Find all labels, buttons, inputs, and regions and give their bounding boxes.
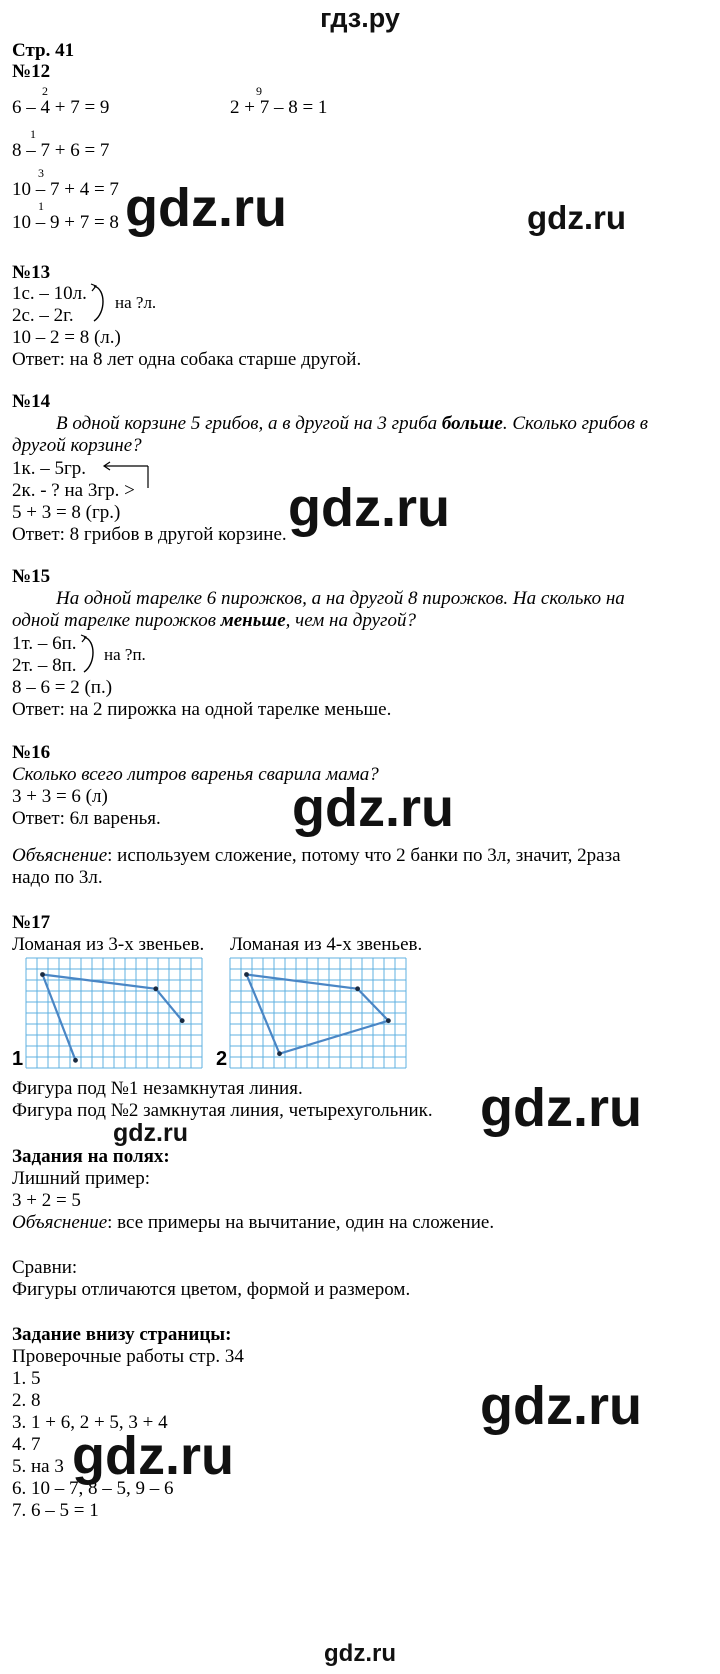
task-17-line-2: Фигура под №2 замкнутая линия, четырехугольник.	[12, 1100, 433, 1121]
margin-tasks-line-1: Лишний пример:	[12, 1168, 151, 1189]
task-15-answer: Ответ: на 2 пирожка на одной тарелке меньше.	[12, 699, 392, 720]
bottom-task-title: Задание внизу страницы:	[12, 1324, 232, 1345]
task-14-calc: 5 + 3 = 8 (гр.)	[12, 502, 121, 523]
site-header: гдз.ру	[320, 3, 400, 33]
watermark: gdz.ru	[125, 178, 287, 238]
bottom-task-subtitle: Проверочные работы стр. 34	[12, 1346, 244, 1367]
task-15-question: На одной тарелке 6 пирожков, а на другой 8 пирожков. На сколько на	[56, 588, 625, 609]
margin-tasks-line-2: 3 + 2 = 5	[12, 1190, 81, 1211]
task-15-number: №15	[12, 566, 51, 587]
watermark: gdz.ru	[480, 1376, 642, 1436]
figure-2-broken-line	[247, 975, 389, 1054]
bottom-task-item: 5. на 3	[12, 1456, 64, 1477]
task-12-sup-4: 3	[38, 166, 44, 180]
bottom-task-item: 3. 1 + 6, 2 + 5, 3 + 4	[12, 1412, 168, 1433]
task-16-question: Сколько всего литров варенья сварила мама?	[12, 764, 379, 785]
figure-1-vertex	[73, 1058, 78, 1063]
margin-tasks-line-3: Сравни:	[12, 1257, 78, 1278]
task-15-question-b: одной тарелке пирожков	[12, 610, 221, 631]
task-17-number: №17	[12, 912, 51, 933]
margin-tasks-explanation-label: Объяснение	[12, 1212, 108, 1233]
margin-tasks-title: Задания на полях:	[12, 1146, 170, 1167]
task-12-number: №12	[12, 61, 51, 82]
task-14-question-bold: больше	[441, 413, 503, 434]
watermark: gdz.ru	[527, 199, 626, 236]
task-13-bracket-icon	[90, 283, 110, 328]
task-13-line-1: 1с. – 10л.	[12, 283, 87, 304]
task-17-caption-1: Ломаная из 3-х звеньев.	[12, 934, 205, 955]
task-14-line-2: 2к. - ? на 3гр. >	[12, 480, 135, 501]
task-13-line-2: 2с. – 2г.	[12, 305, 74, 326]
bottom-task-item: 2. 8	[12, 1390, 41, 1411]
watermark: gdz.ru	[288, 478, 450, 538]
watermark: gdz.ru	[113, 1119, 188, 1147]
figure-1-vertex	[153, 986, 158, 991]
task-16-answer: Ответ: 6л варенья.	[12, 808, 161, 829]
bottom-task-item: 1. 5	[12, 1368, 41, 1389]
task-12-eq-3: 8 – 7 + 6 = 7	[12, 140, 110, 161]
watermark: gdz.ru	[480, 1078, 642, 1138]
task-14-line-1: 1к. – 5гр.	[12, 458, 87, 479]
task-15-question-c: , чем на другой?	[285, 610, 416, 631]
figure-2-vertex	[277, 1051, 282, 1056]
bottom-task-item: 7. 6 – 5 = 1	[12, 1500, 99, 1521]
task-16-explanation-text: : используем сложение, потому что 2 банки по 3л, значит, 2раза	[107, 845, 621, 866]
task-16-explanation-label: Объяснение	[12, 845, 108, 866]
task-15-line-1: 1т. – 6п.	[12, 633, 77, 654]
task-17-caption-2: Ломаная из 4-х звеньев.	[230, 934, 423, 955]
figure-2-label: 2	[216, 1048, 228, 1070]
task-14-question	[56, 413, 648, 435]
task-16-calc: 3 + 3 = 6 (л)	[12, 786, 108, 807]
task-12-eq-4: 10 – 7 + 4 = 7	[12, 179, 119, 200]
task-14-answer: Ответ: 8 грибов в другой корзине.	[12, 524, 287, 545]
task-13-number: №13	[12, 262, 51, 283]
margin-tasks-explanation	[12, 1212, 494, 1234]
task-14-question-2: другой корзине?	[12, 435, 142, 456]
task-12-sup-3: 1	[30, 127, 36, 141]
figure-1-vertex	[40, 972, 45, 977]
figure-1-grid	[26, 958, 202, 1068]
figure-1-vertex	[180, 1018, 185, 1023]
task-16-explanation-2: надо по 3л.	[12, 867, 103, 888]
figure-1-label: 1	[12, 1048, 24, 1070]
task-15-calc: 8 – 6 = 2 (п.)	[12, 677, 113, 698]
task-15-bracket-label: на ?п.	[104, 645, 146, 664]
figure-1-broken-line	[43, 975, 183, 1061]
task-12-sup-1: 2	[42, 84, 48, 98]
watermark: gdz.ru	[72, 1426, 234, 1486]
task-14-question-b: . Сколько грибов в	[502, 413, 649, 434]
site-footer: gdz.ru	[324, 1640, 396, 1667]
bottom-task-item: 4. 7	[12, 1434, 41, 1455]
watermark: gdz.ru	[292, 778, 454, 838]
margin-tasks-line-4: Фигуры отличаются цветом, формой и размером.	[12, 1279, 411, 1300]
figure-2-grid	[230, 958, 406, 1068]
task-12-eq-2: 2 + 7 – 8 = 1	[230, 97, 328, 118]
task-14-question-a: В одной корзине 5 грибов, а в другой на 3 гриба	[56, 413, 442, 434]
task-13-answer: Ответ: на 8 лет одна собака старше другой.	[12, 349, 362, 370]
figure-2-vertex	[244, 972, 249, 977]
task-15-line-2: 2т. – 8п.	[12, 655, 77, 676]
margin-tasks-explanation-text: : все примеры на вычитание, один на сложение.	[107, 1212, 495, 1233]
task-15-bracket-icon	[80, 634, 100, 679]
bottom-task-item: 6. 10 – 7, 8 – 5, 9 – 6	[12, 1478, 174, 1499]
task-16-explanation	[12, 845, 621, 867]
task-12-eq-5: 10 – 9 + 7 = 8	[12, 212, 119, 233]
task-13-bracket-label: на ?л.	[115, 293, 157, 312]
figure-2-vertex	[386, 1018, 391, 1023]
task-13-calc: 10 – 2 = 8 (л.)	[12, 327, 121, 348]
task-12-sup-5: 1	[38, 199, 44, 213]
figure-2-vertex	[355, 986, 360, 991]
task-14-number: №14	[12, 391, 51, 412]
task-15-question-bold: меньше	[220, 610, 286, 631]
task-16-number: №16	[12, 742, 51, 763]
task-12-eq-1: 6 – 4 + 7 = 9	[12, 97, 110, 118]
task-17-line-1: Фигура под №1 незамкнутая линия.	[12, 1078, 303, 1099]
page-title: Стр. 41	[12, 40, 75, 61]
task-12-sup-2: 9	[256, 84, 262, 98]
task-15-question-2	[12, 610, 416, 632]
